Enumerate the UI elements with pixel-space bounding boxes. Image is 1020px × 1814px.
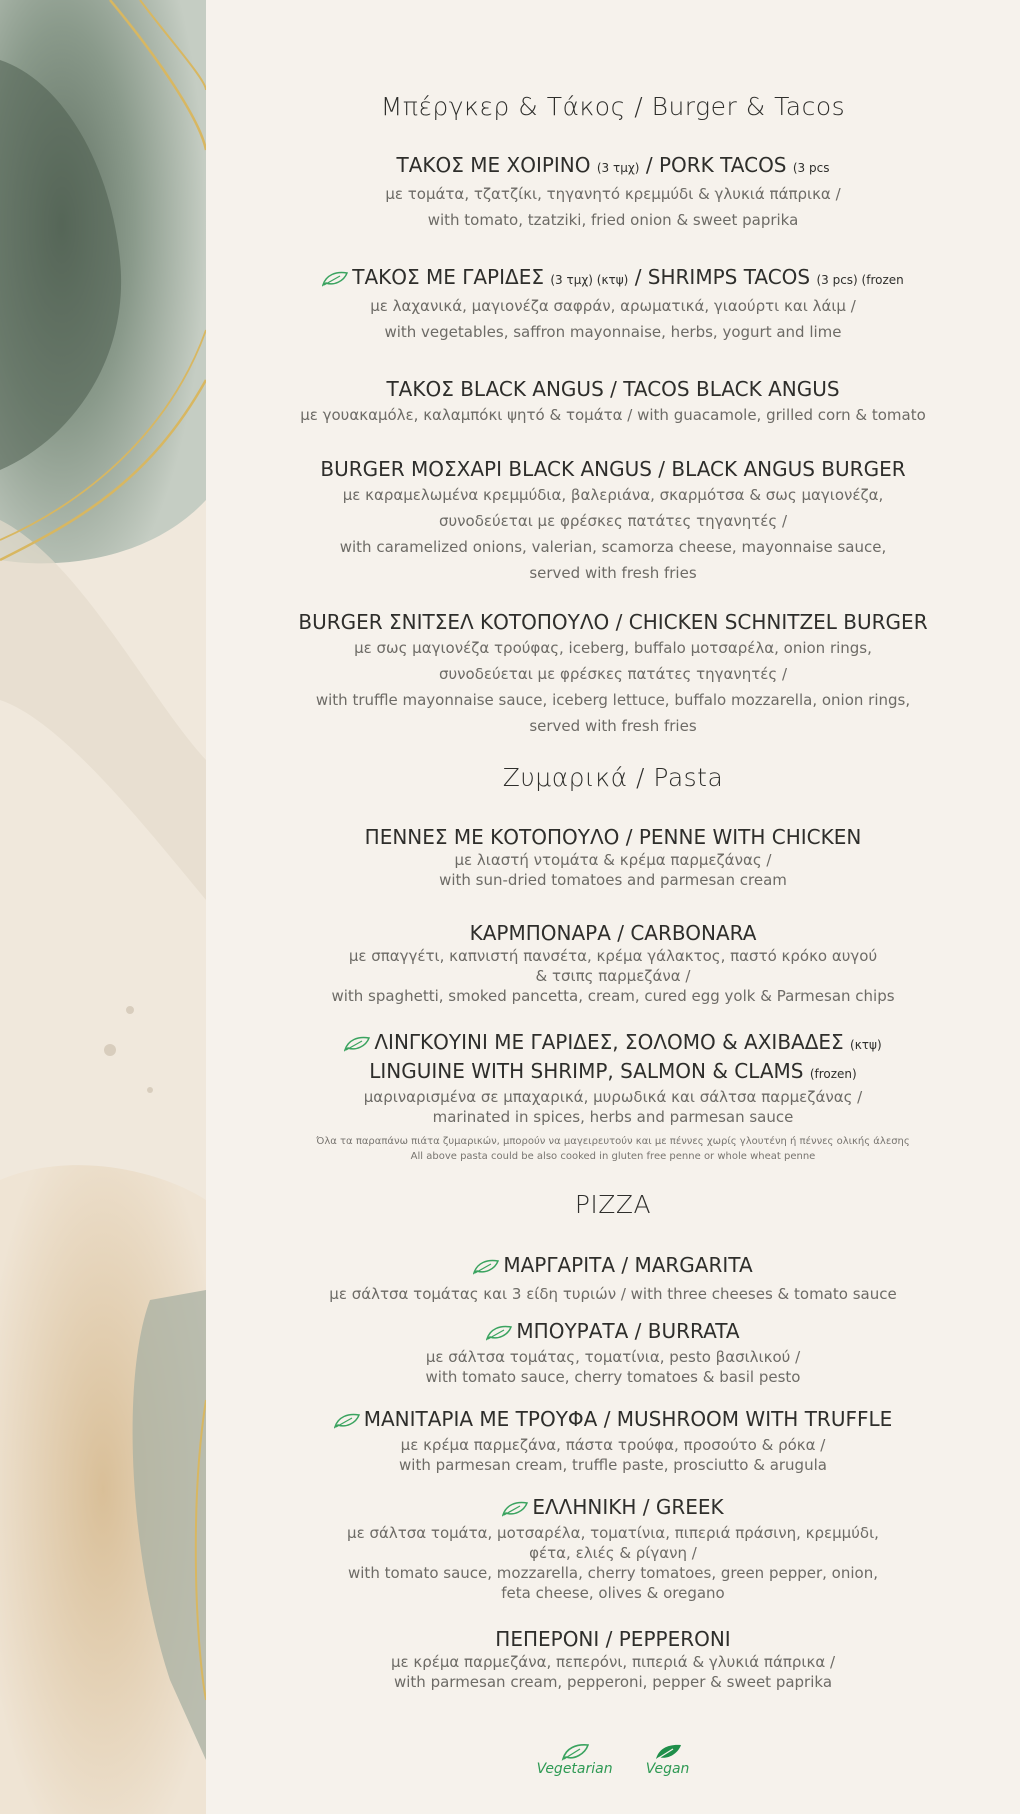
item-title-english-text: LINGUINE WITH SHRIMP, SALMON & CLAMS bbox=[369, 1059, 810, 1083]
item-description-line: συνοδεύεται με φρέσκες πατάτες τηγανητές / bbox=[438, 512, 788, 530]
item-title: ΠΕΝΝΕΣ ΜΕ ΚΟΤΟΠΟΥΛΟ / PENNE WITH CHICKEN bbox=[364, 825, 862, 849]
item-title bbox=[206, 1494, 1020, 1523]
item-description-english: with tomato, tzatziki, fried onion & sweet paprika bbox=[427, 211, 799, 229]
item-title bbox=[206, 264, 1020, 293]
decorative-watercolor-panel bbox=[0, 0, 206, 1814]
item-description-line: φέτα, ελιές & ρίγανη / bbox=[529, 1544, 697, 1562]
menu-item-burrata bbox=[206, 1318, 1020, 1387]
item-title: ΠΕΠΕΡΟΝΙ / PEPPERONI bbox=[495, 1627, 731, 1651]
menu-item-carbonara bbox=[206, 920, 1020, 1006]
vegetarian-leaf-icon bbox=[473, 1255, 499, 1281]
item-description-line: with spaghetti, smoked pancetta, cream, cured egg yolk & Parmesan chips bbox=[331, 987, 895, 1005]
pasta-footnote bbox=[206, 1134, 1020, 1164]
item-title: BURGER ΣΝΙΤΣΕΛ ΚΟΤΟΠΟΥΛΟ / CHICKEN SCHNITZEL BURGER bbox=[298, 610, 928, 634]
item-title-text: ΕΛΛΗΝΙΚΗ / GREEK bbox=[532, 1495, 724, 1519]
item-description-line: με σάλτσα τομάτα, μοτσαρέλα, τοματίνια, πιπεριά πράσινη, κρεμμύδι, bbox=[347, 1524, 879, 1542]
item-description-greek: με κρέμα παρμεζάνα, πεπερόνι, πιπεριά & γλυκιά πάπρικα / bbox=[390, 1653, 836, 1671]
item-title-greek: ΤΑΚΟΣ ΜΕ ΓΑΡΙΔΕΣ bbox=[352, 265, 544, 289]
item-title-greek bbox=[206, 1029, 1020, 1058]
item-title: ΤΑΚΟΣ BLACK ANGUS / TACOS BLACK ANGUS bbox=[386, 377, 840, 401]
legend-vegan bbox=[646, 1743, 690, 1777]
item-title-qty-greek: (3 τμχ) (κτψ) bbox=[550, 273, 629, 287]
vegetarian-leaf-icon bbox=[322, 267, 348, 293]
item-title-text: ΜΑΝΙΤΑΡΙΑ ΜΕ ΤΡΟΥΦΑ / MUSHROOM WITH TRUFFLE bbox=[363, 1407, 893, 1431]
pasta-footnote-english: All above pasta could be also cooked in gluten free penne or whole wheat penne bbox=[410, 1151, 816, 1162]
menu-item-margarita bbox=[206, 1252, 1020, 1307]
item-description-english: with tomato sauce, cherry tomatoes & basil pesto bbox=[425, 1368, 801, 1386]
item-description-line: served with fresh fries bbox=[529, 564, 697, 582]
item-description-english: with sun-dried tomatoes and parmesan cream bbox=[439, 871, 787, 889]
item-description-greek: μαριναρισμένα σε μπαχαρικά, μυρωδικά και σάλτσα παρμεζάνας / bbox=[363, 1088, 863, 1106]
legend-vegetarian bbox=[537, 1743, 613, 1777]
item-description-greek: με λιαστή ντομάτα & κρέμα παρμεζάνας / bbox=[454, 851, 772, 869]
menu-item-black-angus-burger bbox=[206, 456, 1020, 586]
item-title-text: ΜΠΟΥΡΑΤΑ / BURRATA bbox=[516, 1319, 740, 1343]
section-title-burger-tacos: Μπέργκερ & Τάκος / Burger & Tacos bbox=[380, 92, 846, 121]
menu-item-penne-chicken bbox=[206, 824, 1020, 890]
section-title-pasta: Ζυμαρικά / Pasta bbox=[502, 763, 724, 792]
item-title-qty-greek: (3 τμχ) bbox=[596, 161, 640, 175]
item-description-english: with vegetables, saffron mayonnaise, herbs, yogurt and lime bbox=[384, 323, 842, 341]
pasta-footnote-greek: Όλα τα παραπάνω πιάτα ζυμαρικών, μπορούν να μαγειρευτούν και με πέννες χωρίς γλουτένη ή πέννες ολικής άλεσης bbox=[316, 1136, 910, 1147]
vegetarian-leaf-icon bbox=[486, 1321, 512, 1347]
item-title bbox=[206, 1406, 1020, 1435]
item-description-greek: με τομάτα, τζατζίκι, τηγανητό κρεμμύδι & γλυκιά πάπρικα / bbox=[385, 185, 841, 203]
item-description: με γουακαμόλε, καλαμπόκι ψητό & τομάτα / with guacamole, grilled corn & tomato bbox=[300, 406, 926, 424]
item-title-english: / SHRIMPS TACOS bbox=[628, 265, 817, 289]
item-description-line: & τσιπς παρμεζάνα / bbox=[535, 967, 691, 985]
item-description-line: with caramelized onions, valerian, scamorza cheese, mayonnaise sauce, bbox=[339, 538, 887, 556]
item-description-line: with truffle mayonnaise sauce, iceberg lettuce, buffalo mozzarella, onion rings, bbox=[315, 691, 911, 709]
item-title-greek-note: (κτψ) bbox=[850, 1038, 882, 1052]
legend-vegan-label: Vegan bbox=[645, 1761, 690, 1777]
item-title-greek: ΤΑΚΟΣ ΜΕ ΧΟΙΡΙΝΟ bbox=[396, 153, 591, 177]
item-description-greek: με λαχανικά, μαγιονέζα σαφράν, αρωματικά, γιαούρτι και λάιμ / bbox=[370, 297, 856, 315]
item-description-english: marinated in spices, herbs and parmesan sauce bbox=[432, 1108, 794, 1126]
item-title-qty-english: (3 pcs) (frozen bbox=[816, 273, 904, 287]
item-title: ΚΑΡΜΠΟΝΑΡΑ / CARBONARA bbox=[469, 921, 757, 945]
vegetarian-leaf-icon bbox=[502, 1497, 528, 1523]
item-title-greek-text: ΛΙΝΓΚΟΥΙΝΙ ΜΕ ΓΑΡΙΔΕΣ, ΣΟΛΟΜΟ & ΑΧΙΒΑΔΕΣ bbox=[374, 1030, 851, 1054]
diet-legend bbox=[206, 1743, 1020, 1777]
section-title-pizza: PIZZA bbox=[574, 1190, 652, 1219]
item-title: BURGER ΜΟΣΧΑΡΙ BLACK ANGUS / BLACK ANGUS BURGER bbox=[320, 457, 906, 481]
item-description-line: with tomato sauce, mozzarella, cherry tomatoes, green pepper, onion, bbox=[348, 1564, 878, 1582]
vegetarian-leaf-icon bbox=[561, 1743, 589, 1761]
watercolor-illustration bbox=[0, 0, 206, 1814]
menu-item-tacos-black-angus bbox=[206, 376, 1020, 428]
item-title-english: / PORK TACOS bbox=[639, 153, 793, 177]
item-description-line: με σπαγγέτι, καπνιστή πανσέτα, κρέμα γάλακτος, παστό κρόκο αυγού bbox=[348, 947, 878, 965]
item-description-line: served with fresh fries bbox=[529, 717, 697, 735]
menu-item-chicken-schnitzel-burger bbox=[206, 609, 1020, 739]
item-title-english bbox=[206, 1058, 1020, 1087]
item-description-line: με καραμελωμένα κρεμμύδια, βαλεριάνα, σκαρμότσα & σως μαγιονέζα, bbox=[342, 486, 884, 504]
item-description-greek: με σάλτσα τομάτας, τοματίνια, pesto βασιλικού / bbox=[425, 1348, 801, 1366]
item-description-english: with parmesan cream, pepperoni, pepper & sweet paprika bbox=[393, 1673, 833, 1691]
menu-page bbox=[206, 0, 1020, 1814]
item-description-line: feta cheese, olives & oregano bbox=[501, 1584, 725, 1602]
item-description-line: συνοδεύεται με φρέσκες πατάτες τηγανητές / bbox=[438, 665, 788, 683]
item-title-qty-english: (3 pcs bbox=[792, 161, 830, 175]
menu-item-greek bbox=[206, 1494, 1020, 1603]
legend-vegetarian-label: Vegetarian bbox=[536, 1761, 613, 1777]
item-title bbox=[206, 1318, 1020, 1347]
vegan-leaf-icon bbox=[654, 1743, 682, 1761]
item-description-greek: με κρέμα παρμεζάνα, πάστα τρούφα, προσούτο & ρόκα / bbox=[400, 1436, 826, 1454]
item-description-line: με σως μαγιονέζα τρούφας, iceberg, buffalo μοτσαρέλα, onion rings, bbox=[354, 639, 872, 657]
vegetarian-leaf-icon bbox=[344, 1032, 370, 1058]
item-description: με σάλτσα τομάτας και 3 είδη τυριών / with three cheeses & tomato sauce bbox=[329, 1285, 897, 1303]
menu-item-mushroom-truffle bbox=[206, 1406, 1020, 1475]
item-title-text: ΜΑΡΓΑΡΙΤΑ / MARGARITA bbox=[503, 1253, 753, 1277]
menu-item-pork-tacos bbox=[206, 152, 1020, 233]
item-title-english-note: (frozen) bbox=[809, 1067, 857, 1081]
menu-item-pepperoni bbox=[206, 1626, 1020, 1692]
menu-item-linguine-seafood bbox=[206, 1029, 1020, 1127]
vegetarian-leaf-icon bbox=[334, 1409, 360, 1435]
item-title bbox=[206, 1252, 1020, 1281]
menu-item-shrimp-tacos bbox=[206, 264, 1020, 345]
item-description-english: with parmesan cream, truffle paste, prosciutto & arugula bbox=[399, 1456, 827, 1474]
item-title bbox=[206, 152, 1020, 181]
